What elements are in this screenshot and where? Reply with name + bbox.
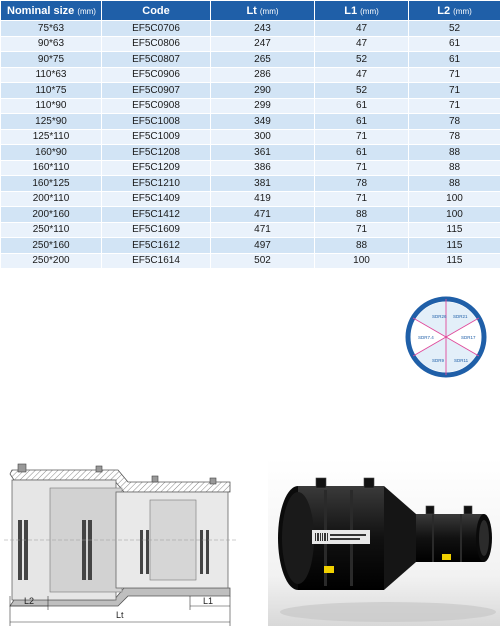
- cell-l2: 100: [409, 207, 500, 223]
- cell-lt: 286: [211, 67, 315, 83]
- cell-size: 160*90: [1, 145, 102, 161]
- product-photo: [268, 458, 500, 626]
- table-row: [1, 253, 500, 269]
- table-row: [1, 222, 500, 238]
- cell-lt: 243: [211, 21, 315, 37]
- table-row: [1, 52, 500, 68]
- cell-l1: 71: [315, 129, 409, 145]
- cell-code: EF5C0806: [102, 36, 211, 52]
- cell-l1: 61: [315, 114, 409, 130]
- table-row: [1, 67, 500, 83]
- cell-size: 110*90: [1, 98, 102, 114]
- cell-l2: 71: [409, 98, 500, 114]
- label-l1: L1: [203, 596, 214, 606]
- cell-size: 250*110: [1, 222, 102, 238]
- cell-size: 200*110: [1, 191, 102, 207]
- table-row: [1, 160, 500, 176]
- cell-size: 125*110: [1, 129, 102, 145]
- fitting-cross-section: [4, 464, 236, 606]
- cell-l2: 78: [409, 114, 500, 130]
- table-row: [1, 114, 500, 130]
- cell-size: 110*75: [1, 83, 102, 99]
- cell-code: EF5C0807: [102, 52, 211, 68]
- cell-l2: 71: [409, 83, 500, 99]
- table-row: [1, 21, 500, 37]
- cell-lt: 471: [211, 207, 315, 223]
- dimension-drawing: [0, 460, 240, 628]
- warning-sticker: [442, 554, 451, 560]
- cell-code: EF5C0706: [102, 21, 211, 37]
- cell-size: 250*160: [1, 238, 102, 254]
- cell-l2: 115: [409, 253, 500, 269]
- cell-l2: 115: [409, 238, 500, 254]
- cell-code: EF5C0906: [102, 67, 211, 83]
- table-row: [1, 145, 500, 161]
- cell-l2: 88: [409, 160, 500, 176]
- cell-size: 90*75: [1, 52, 102, 68]
- table-header-row: [1, 1, 500, 21]
- cell-lt: 419: [211, 191, 315, 207]
- sdr-label: SDR7.4: [418, 335, 434, 340]
- cell-size: 250*200: [1, 253, 102, 269]
- cell-l2: 71: [409, 67, 500, 83]
- cell-l2: 52: [409, 21, 500, 37]
- cell-l2: 100: [409, 191, 500, 207]
- table-row: [1, 238, 500, 254]
- header-l2: L2 (mm): [409, 1, 500, 21]
- cell-code: EF5C1209: [102, 160, 211, 176]
- cell-l1: 71: [315, 222, 409, 238]
- label-lt: Lt: [116, 610, 124, 620]
- table-row: [1, 176, 500, 192]
- header-nominal-size: Nominal size (mm): [1, 1, 102, 21]
- cell-lt: 502: [211, 253, 315, 269]
- cell-l2: 61: [409, 36, 500, 52]
- table-row: [1, 191, 500, 207]
- cell-code: EF5C1612: [102, 238, 211, 254]
- cell-l1: 47: [315, 21, 409, 37]
- header-l1: L1 (mm): [315, 1, 409, 21]
- cell-code: EF5C0908: [102, 98, 211, 114]
- cell-l2: 88: [409, 176, 500, 192]
- cell-l1: 88: [315, 207, 409, 223]
- cell-code: EF5C1409: [102, 191, 211, 207]
- cell-l1: 52: [315, 83, 409, 99]
- cell-size: 160*110: [1, 160, 102, 176]
- cell-size: 160*125: [1, 176, 102, 192]
- cell-l2: 61: [409, 52, 500, 68]
- cell-code: EF5C1614: [102, 253, 211, 269]
- cell-l1: 61: [315, 145, 409, 161]
- cell-size: 90*63: [1, 36, 102, 52]
- cell-lt: 299: [211, 98, 315, 114]
- cell-code: EF5C1609: [102, 222, 211, 238]
- warning-sticker: [324, 566, 334, 573]
- table-row: [1, 207, 500, 223]
- table-row: [1, 36, 500, 52]
- cell-l1: 71: [315, 160, 409, 176]
- cell-l1: 100: [315, 253, 409, 269]
- cell-l1: 47: [315, 67, 409, 83]
- cell-code: EF5C0907: [102, 83, 211, 99]
- cell-l1: 47: [315, 36, 409, 52]
- cell-lt: 381: [211, 176, 315, 192]
- sdr-label: SDR17: [461, 335, 476, 340]
- cell-lt: 247: [211, 36, 315, 52]
- header-code: Code: [102, 1, 211, 21]
- cell-lt: 361: [211, 145, 315, 161]
- spec-table: [0, 0, 500, 269]
- cell-lt: 290: [211, 83, 315, 99]
- cell-l1: 78: [315, 176, 409, 192]
- cell-size: 125*90: [1, 114, 102, 130]
- table-row: [1, 83, 500, 99]
- sdr-label: SDR26: [432, 314, 447, 319]
- cell-l1: 71: [315, 191, 409, 207]
- cell-l1: 52: [315, 52, 409, 68]
- cell-code: EF5C1210: [102, 176, 211, 192]
- cell-l2: 115: [409, 222, 500, 238]
- cell-lt: 386: [211, 160, 315, 176]
- cell-l1: 61: [315, 98, 409, 114]
- sdr-label: SDR11: [454, 358, 469, 363]
- cell-size: 75*63: [1, 21, 102, 37]
- label-l2: L2: [24, 596, 35, 606]
- cell-code: EF5C1412: [102, 207, 211, 223]
- sdr-label: SDR21: [453, 314, 468, 319]
- cell-code: EF5C1008: [102, 114, 211, 130]
- header-lt: Lt (mm): [211, 1, 315, 21]
- cell-size: 110*63: [1, 67, 102, 83]
- cell-lt: 349: [211, 114, 315, 130]
- sdr-label: SDR9: [432, 358, 445, 363]
- cell-lt: 471: [211, 222, 315, 238]
- cell-size: 200*160: [1, 207, 102, 223]
- cell-l1: 88: [315, 238, 409, 254]
- cell-lt: 497: [211, 238, 315, 254]
- table-body: [1, 21, 500, 269]
- cell-lt: 265: [211, 52, 315, 68]
- table-row: [1, 98, 500, 114]
- cell-code: EF5C1009: [102, 129, 211, 145]
- cell-code: EF5C1208: [102, 145, 211, 161]
- cell-l2: 88: [409, 145, 500, 161]
- sdr-wheel: [405, 296, 487, 378]
- cell-lt: 300: [211, 129, 315, 145]
- cell-l2: 78: [409, 129, 500, 145]
- table-row: [1, 129, 500, 145]
